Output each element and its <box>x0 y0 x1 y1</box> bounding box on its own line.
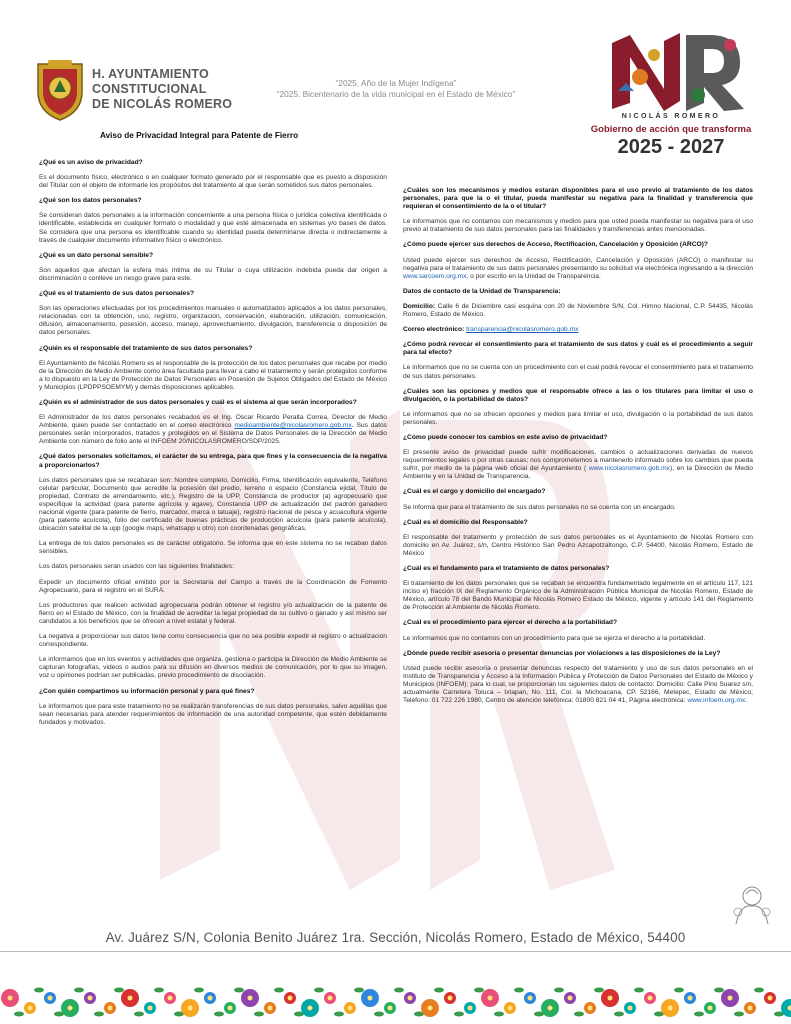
flower-center <box>268 1006 273 1011</box>
paragraph-text: El tratamiento de los datos personales que se recaban se encuentra fundamentado legalmente en el artículo 117, 121 inciso e) fracción IX del Reglamento Orgánico de la Administración Pública Municipal de Nicolás Romero, Estado de México, artículo 78 del Bando Municipal de Nicolás Romero Estado de México, vigente y artículo 141 del Reglamento de Protección al Ambiente de Nicolás Romero. <box>403 580 753 612</box>
section-paragraph <box>39 540 387 556</box>
flower-center <box>668 1006 673 1011</box>
flower-center <box>708 1006 713 1011</box>
right-column <box>403 187 753 712</box>
leaf-ornament <box>474 988 484 993</box>
leaf-ornament <box>714 988 724 993</box>
paragraph-text: Le informamos que en los eventos y actividades que organiza, gestiona o participa la Dirección de Medio Ambiente se capturan fotografías, videos o audios para su difusión en diversos medios de comunicación, por lo que su imagen, voz u opiniones podrían ser publicadas, previo procedimiento de disociación. <box>39 656 387 680</box>
flower-center <box>208 996 213 1001</box>
paragraph-text: Usted puede recibir asesoría o presentar denuncias respecto del tratamiento y uso de sus datos personales en el Instituto de Transparencia y Acceso a la Información Pública y Protección de Datos Personales del Estado de México y Municipios (INFOEM); para lo cual, se proporcionan los siguientes datos de contacto: Domicilio: Calle Pino Suarez s/n, actualmente Carretera Toluca – Ixtapan, No. 111, Col. la Michoacana, CP. 52166, Metepec, Estado de México; Teléfono: 01 722 226 1980, Centro de atención telefónica: 01800 821 04 41, Página electrónica: <box>403 664 753 705</box>
leaf-ornament <box>194 988 204 993</box>
leaf-ornament <box>334 1012 344 1017</box>
leaf-ornament <box>14 1012 24 1017</box>
paragraph-text: Le informamos que no se cuenta con un procedimiento con el cual podrá revocar el consentimiento para el tratamiento de sus datos personales. <box>403 364 753 380</box>
leaf-ornament <box>454 1012 464 1017</box>
paragraph-text: Calle 6 de Diciembre casi esquina con 20 de Noviembre S/N, Col. Himno Nacional, C.P. 54435, Nicolás Romero, Estado de México. <box>403 302 753 319</box>
flower-center <box>108 1006 113 1011</box>
flower-center <box>328 996 333 1001</box>
section-question: ¿Cuál es el cargo y domicilio del encargado? <box>403 488 546 496</box>
email-or-web-link[interactable]: transparencia@nicolasromero.gob.mx <box>466 326 579 334</box>
email-or-web-link[interactable]: www.infoem.org.mx <box>687 697 746 705</box>
flower-center <box>248 996 253 1001</box>
section-paragraph <box>39 360 387 392</box>
paragraph-text: Expedir un documento oficial emitido por la Secretaría del Campo a través de la Coordinación de Fomento Agropecuario, para el registro en el SURA. <box>39 578 387 594</box>
flower-center <box>428 1006 433 1011</box>
paragraph-text: Los datos personales que se recabaran son: Nombre completo, Domicilio, Firma, Identificación equivalente, Teléfono celular particular, Documento que acredite la posesión del predio, terreno o espacio (Constancia ejidal, Título de propiedad, Contrato de arrendamiento, etc.), Registro de la UPP, Constancia de productor (a) agropecuario que especifique la actividad (para patente agrícola y agave), Constancia UPP de actualización del padrón ganadero nacional vigente (para patente de fierro, marcador, marca o tatuaje), registro nacional de pesca y acuacultura vigente (para patente acuícola), folio del certificado de buenas prácticas de producción acuícola (para patente acuícola), ubicación satelital de la upp (google maps, whatsapp u otro) con coordenadas geográficas. <box>39 476 387 533</box>
leaf-ornament <box>74 988 84 993</box>
section-question: ¿Cuáles son las opciones y medios que el responsable ofrece a las o los titulares para limitar el uso o divulgación, o la portabilidad de datos? <box>403 387 753 403</box>
section-paragraph <box>39 477 387 534</box>
section-paragraph <box>403 411 753 427</box>
paragraph-text: . Sus datos personales serán incorporados, tratados y protegidos en el Sistema de Datos Personales de la Dirección de Medio Ambiente con número de folio ante el INFOEM 20/NICOLASROMERO/SDP/2025. <box>39 422 387 446</box>
section-paragraph <box>39 267 387 283</box>
flower-center <box>488 996 493 1001</box>
brand-name: NICOLÁS ROMERO <box>621 113 721 120</box>
flower-center <box>448 996 453 1001</box>
decorative-flower-border <box>0 976 791 1024</box>
paragraph-text: Se informa que para el tratamiento de sus datos personales no se cuenta con un encargado. <box>403 503 676 511</box>
leaf-ornament <box>234 988 244 993</box>
flower-center <box>468 1006 473 1011</box>
leaf-ornament <box>274 988 284 993</box>
leaf-ornament <box>134 1012 144 1017</box>
flower-center <box>288 996 293 1001</box>
nr-brand-logo <box>582 29 760 113</box>
paragraph-text: , o por escrito en la Unidad de Transparencia. <box>466 272 601 280</box>
contact-label: Domicilio: <box>403 302 436 310</box>
section-paragraph <box>403 218 753 234</box>
flower-center <box>728 996 733 1001</box>
folk-art-illustration <box>728 882 776 926</box>
leaf-ornament <box>574 1012 584 1017</box>
flower-center <box>28 1006 33 1011</box>
paragraph-text: ), en la Dirección de Medio Ambiente y en la Unidad de Transparencia. <box>403 465 753 481</box>
leaf-ornament <box>314 988 324 993</box>
section-question: ¿Quién es el responsable del tratamiento de sus datos personales? <box>39 344 253 352</box>
leaf-ornament <box>374 1012 384 1017</box>
leaf-ornament <box>154 988 164 993</box>
leaf-ornament <box>734 1012 744 1017</box>
section-paragraph <box>403 580 753 612</box>
paragraph-text: El responsable del tratamiento y protección de sus datos personales es el Ayuntamiento de Nicolás Romero con domicilio en Av. Juárez, s/n, Centro Histórico San Pedro Azcapotzaltongo, C.P. 54400, Nicolás Romero, Estado de México <box>403 533 753 557</box>
section-paragraph <box>403 326 753 334</box>
section-question: ¿Cuáles son los mecanismos y medios estarán disponibles para el uso previo al tratamiento de los datos personales, para que la o el titular, pueda manifestar su negativa para la finalidad y transferencia que requieran el consentimiento de la o el titular? <box>403 187 753 211</box>
left-column <box>39 159 387 734</box>
paragraph-text: La negativa a proporcionar sus datos tiene como consecuencia que no sea posible expedir el registro o actualización correspondiente. <box>39 633 387 649</box>
municipal-shield-logo <box>34 58 86 122</box>
flower-center <box>768 996 773 1001</box>
flower-center <box>308 1006 313 1011</box>
section-paragraph <box>403 449 753 481</box>
flower-center <box>48 996 53 1001</box>
section-paragraph <box>403 364 753 380</box>
flower-center <box>68 1006 73 1011</box>
section-question: ¿Con quién compartimos su información personal y para qué fines? <box>39 687 255 695</box>
section-paragraph <box>403 534 753 558</box>
leaf-ornament <box>674 988 684 993</box>
section-question: ¿Cómo podrá revocar el consentimiento para el tratamiento de sus datos y cuál es el procedimiento a seguir para tal efecto? <box>403 341 753 357</box>
leaf-ornament <box>214 1012 224 1017</box>
leaf-ornament <box>594 988 604 993</box>
paragraph-text: Son las operaciones efectuadas por los procedimientos manuales o automatizados aplicados a los datos personales, relacionadas con la obtención, uso, registro, organización, conservación, elaboración, utilización, comunicación, difusión, almacenamiento, posesión, acceso, manejo, aprovechamiento, divulgación, transferencia o disposición de datos personales. <box>39 305 387 337</box>
leaf-ornament <box>114 988 124 993</box>
section-question: Datos de contacto de la Unidad de Transparencia: <box>403 287 561 295</box>
flower-center <box>568 996 573 1001</box>
flower-center <box>368 996 373 1001</box>
leaf-ornament <box>614 1012 624 1017</box>
section-paragraph <box>39 563 387 571</box>
leaf-ornament <box>254 1012 264 1017</box>
section-question: ¿Dónde puede recibir asesoría o presentar denuncias por violaciones a las disposiciones de la Ley? <box>403 649 721 657</box>
flower-center <box>748 1006 753 1011</box>
section-question: ¿Qué es un aviso de privacidad? <box>39 159 143 166</box>
administration-period: 2025 - 2027 <box>617 136 725 158</box>
gov-line-1: H. AYUNTAMIENTO <box>92 67 209 81</box>
paragraph-text: Los productores que realicen actividad agropecuaria podrán obtener el registro y/o actualización de la patente de fierro en el Estado de México, con la finalidad de acreditar la legal propiedad de su cultivo o ganado y así mismo ser candidatos a los beneficios que se ofrecen a nivel estatal y federal. <box>39 601 387 625</box>
section-paragraph <box>39 212 387 244</box>
paragraph-text: Le informamos que no se ofrecen opciones y medios para limitar el uso, divulgación o la portabilidad de sus datos personales. <box>403 410 753 426</box>
section-question: ¿Cómo puede conocer los cambios en este aviso de privacidad? <box>403 433 608 441</box>
flower-center <box>128 996 133 1001</box>
flower-center <box>408 996 413 1001</box>
motto-line-1: “2025. Año de la Mujer Indígena” <box>335 78 457 88</box>
paragraph-text: El Ayuntamiento de Nicolás Romero es el responsable de la protección de los datos personales que recabe por medio de la Dirección de Medio Ambiente como área facultada para llevar a cabo el tratamiento y serán protegidos conforme a lo dispuesto en la Ley de Protección de Datos Personales en Posesión de Sujetos Obligados del Estado de México y Municipios (LPDPPSOEMYM) y demás disposiciones aplicables. <box>39 359 387 391</box>
flower-center <box>348 1006 353 1011</box>
flower-center <box>528 996 533 1001</box>
document-title: Aviso de Privacidad Integral para Patente de Fierro <box>100 131 299 140</box>
section-question: ¿Quién es el administrador de sus datos personales y cuál es el sistema al que serán incorporados? <box>39 398 357 406</box>
flower-center <box>688 996 693 1001</box>
section-paragraph <box>39 305 387 337</box>
section-question: ¿Qué son los datos personales? <box>39 197 142 205</box>
section-paragraph <box>39 579 387 595</box>
flower-center <box>168 996 173 1001</box>
flower-center <box>608 996 613 1001</box>
leaf-ornament <box>354 988 364 993</box>
paragraph-text: Es el documento físico, electrónico o en cualquier formato generado por el responsable que es puesto a disposición del Titular con el objeto de informarle los propósitos del tratamiento al que serán sometidos sus datos personales. <box>39 174 387 190</box>
flower-center <box>8 996 13 1001</box>
section-question: ¿Cómo puede ejercer sus derechos de Acceso, Rectificación, Cancelación y Oposición (ARCO)? <box>403 241 708 249</box>
leaf-ornament <box>94 1012 104 1017</box>
leaf-ornament <box>494 1012 504 1017</box>
paragraph-text: Le informamos que no contamos con un procedimiento para que se ejerza el derecho a la portabilidad. <box>403 634 706 642</box>
leaf-ornament <box>694 1012 704 1017</box>
paragraph-text: Los datos personales seran usados con las siguientes finalidades: <box>39 563 234 571</box>
gov-line-3: DE NICOLÁS ROMERO <box>92 97 233 111</box>
section-paragraph <box>39 656 387 680</box>
email-or-web-link[interactable]: www.sarcoem.org.mx <box>403 272 467 280</box>
paragraph-text: El presente aviso de privacidad puede sufrir modificaciones, cambios o actualizaciones derivadas de nuevos requerimientos legales o por otras causas; nos comprometemos a mantenerlo informado sobre los cambios que pueda sufrir, por medio de la página web oficial del Ayuntamiento ( <box>403 449 753 473</box>
section-paragraph <box>39 414 387 446</box>
flower-center <box>148 1006 153 1011</box>
leaf-ornament <box>34 988 44 993</box>
contact-label: Correo electrónico: <box>403 326 465 334</box>
gov-line-2: CONSTITUCIONAL <box>92 82 207 96</box>
section-paragraph <box>403 504 753 512</box>
leaf-ornament <box>514 988 524 993</box>
leaf-ornament <box>394 988 404 993</box>
paragraph-text: El Administrador de los datos personales recabados es el Ing. Oscar Ricardo Peralta Correa, Director de Medio Ambiente, quien puede ser contactado en el correo electrónico <box>39 414 387 430</box>
paragraph-text: Son aquellos que afectan la esfera más íntima de su Titular o cuya utilización indebida pueda dar origen a discriminación o conlleve un riesgo grave para este. <box>39 266 387 282</box>
flower-center <box>388 1006 393 1011</box>
leaf-ornament <box>554 988 564 993</box>
section-paragraph <box>403 635 753 643</box>
municipality-name <box>92 67 232 112</box>
footer-address: Av. Juárez S/N, Colonia Benito Juárez 1ra. Sección, Nicolás Romero, Estado de México, 54400 <box>105 930 686 945</box>
flower-center <box>88 996 93 1001</box>
section-question: ¿Qué es un dato personal sensible? <box>39 251 154 259</box>
section-paragraph <box>403 257 753 281</box>
section-question: ¿Cuál es el fundamento para el tratamiento de datos personales? <box>403 565 610 572</box>
section-paragraph <box>39 602 387 626</box>
paragraph-text: . <box>745 697 748 705</box>
paragraph-text: Se consideran datos personales a la información concerniente a una persona física o jurídica colectiva identificada o identificable, establecida en cualquier formato o modalidad y que esté almacenada en sistemas y/o bases de datos. Se considera que una persona es identificable cuando su identidad pueda determinarse directa o indirectamente a través de cualquier documento informativo físico o electrónico. <box>39 212 387 244</box>
flower-center <box>188 1006 193 1011</box>
motto-line-2: “2025. Bicentenario de la vida municipal en el Estado de México” <box>276 89 516 99</box>
footer-divider <box>0 951 791 952</box>
email-or-web-link[interactable]: medioambiente@nicolasromero.gob.mx <box>234 422 352 430</box>
email-or-web-link[interactable]: www.nicolasromero.gob.mx <box>588 465 671 473</box>
leaf-ornament <box>634 988 644 993</box>
section-paragraph <box>39 703 387 727</box>
section-paragraph <box>403 665 753 705</box>
section-paragraph <box>39 174 387 190</box>
leaf-ornament <box>434 988 444 993</box>
paragraph-text: Le informamos que no contamos con mecanismos y medios para que usted pueda manifestar su negativa para el uso previo al tratamiento de sus datos personales para las finalidades y transferencias antes mencionadas. <box>403 218 753 234</box>
section-question: ¿Cuál es el procedimiento para ejercer el derecho a la portabilidad? <box>403 619 618 627</box>
flower-center <box>548 1006 553 1011</box>
official-mottos <box>248 78 544 100</box>
flower-center <box>648 996 653 1001</box>
flower-center <box>628 1006 633 1011</box>
flower-center <box>508 1006 513 1011</box>
section-question: ¿Qué datos personales solicitamos, el carácter de su entrega, para que fines y la consecuencia de la negativa a proporcionarlos? <box>39 453 387 469</box>
section-question: ¿Qué es el tratamiento de sus datos personales? <box>39 290 194 298</box>
leaf-ornament <box>754 988 764 993</box>
flower-center <box>588 1006 593 1011</box>
section-paragraph <box>39 633 387 649</box>
section-question: ¿Cuál es el domicilio del Responsable? <box>403 518 528 526</box>
brand-slogan: Gobierno de acción que transforma <box>590 124 752 135</box>
paragraph-text: Usted puede ejercer sus derechos de Acceso, Rectificación, Cancelación y Oposición (ARCO) o manifestar su negativa para el tratamiento de sus datos personales presentando su solicitud vía electrónica ingresando a la dirección <box>403 256 753 272</box>
flower-center <box>228 1006 233 1011</box>
section-paragraph <box>403 303 753 319</box>
paragraph-text: Le informamos que para este tratamiento no se realizarán transferencias de sus datos personales, salvo aquéllas que sean necesarias para atender requerimientos de información de una autoridad competente, que estén debidamente fundados y motivados. <box>39 702 387 726</box>
paragraph-text: La entrega de los datos personales es de carácter obligatorio. Se informa que en este sistema no se recaban datos sensibles. <box>39 540 387 556</box>
